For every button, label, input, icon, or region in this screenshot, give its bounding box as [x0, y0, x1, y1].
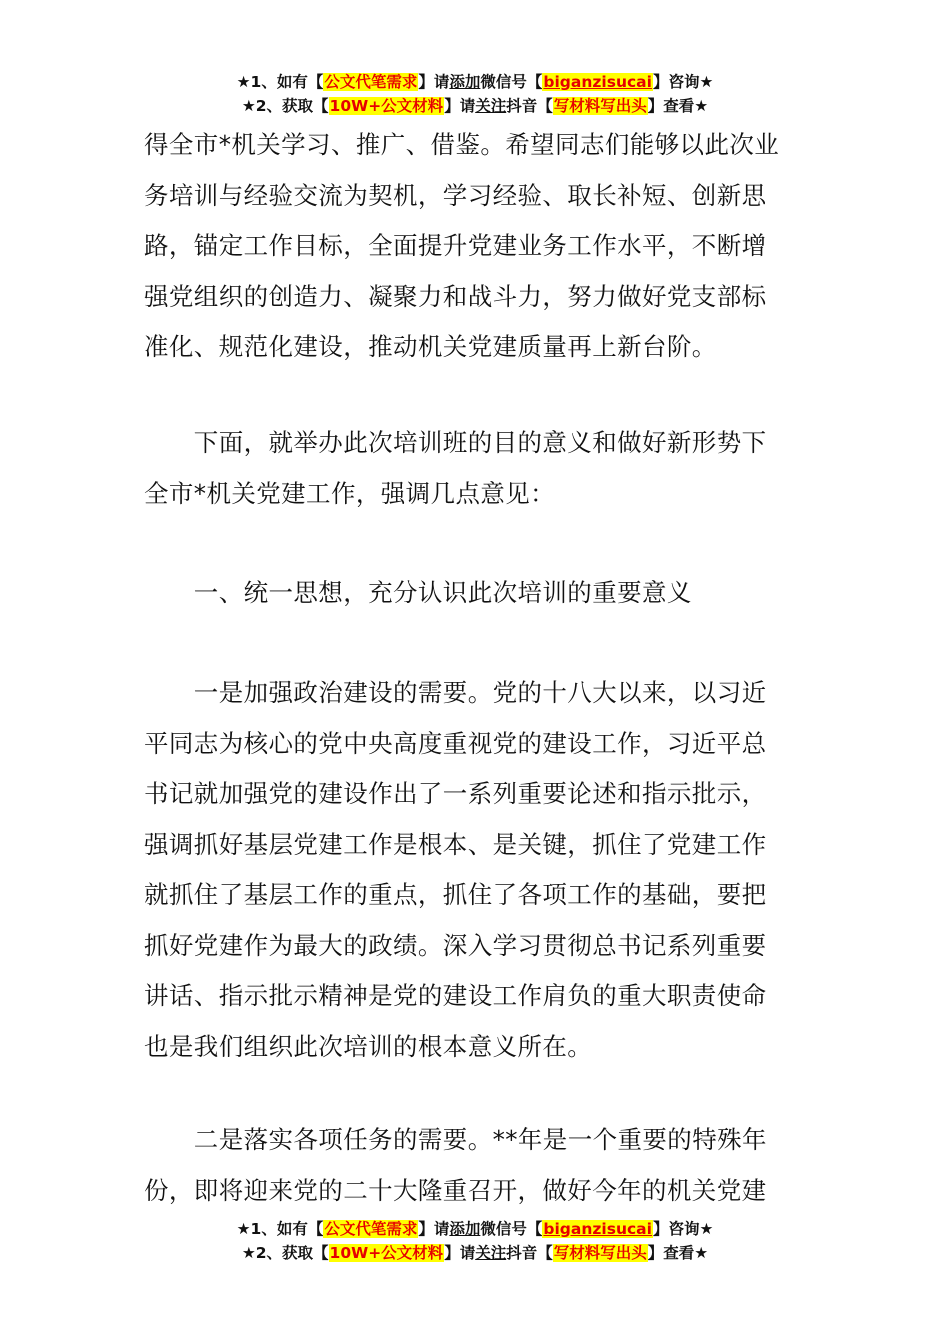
banner-line-1	[0, 1217, 950, 1241]
banner-highlight: 10W+公文材料	[329, 1244, 444, 1262]
paragraph	[144, 1115, 810, 1216]
banner-line-2	[0, 1241, 950, 1265]
banner-text: 】查看★	[647, 97, 709, 115]
banner-text: 抖音【	[506, 1244, 553, 1262]
paragraph	[144, 418, 810, 519]
banner-text: 】查看★	[647, 1244, 709, 1262]
banner-wechat-id: biganzisucai	[543, 73, 652, 91]
text-line: 就抓住了基层工作的重点，抓住了各项工作的基础，要把	[144, 880, 767, 909]
banner-text: ★1、如有【	[236, 73, 324, 91]
text-line: 下面，就举办此次培训班的目的意义和做好新形势下	[144, 428, 767, 457]
paragraph	[144, 120, 810, 373]
banner-text: 微信号【	[480, 1220, 543, 1238]
text-line: 务培训与经验交流为契机，学习经验、取长补短、创新思	[144, 180, 767, 210]
banner-text: 】咨询★	[652, 73, 714, 91]
banner-line-1	[0, 70, 950, 94]
banner-text: 】请	[418, 1220, 450, 1238]
header-banner	[0, 70, 950, 118]
text-line: 一是加强政治建设的需要。党的十八大以来，以习近	[144, 678, 767, 707]
banner-text: 】请	[418, 73, 450, 91]
banner-line-2	[0, 94, 950, 118]
banner-text: ★2、获取【	[241, 97, 329, 115]
banner-text: 微信号【	[480, 73, 543, 91]
text-line: 得全市*机关学习、推广、借鉴。希望同志们能够以此次业	[144, 130, 780, 159]
banner-underline: 关注	[475, 97, 507, 115]
paragraph	[144, 668, 810, 1072]
text-line: 抓好党建作为最大的政绩。深入学习贯彻总书记系列重要	[144, 930, 767, 960]
banner-text: 】咨询★	[652, 1220, 714, 1238]
banner-wechat-id: biganzisucai	[543, 1220, 652, 1238]
text-line: 强调抓好基层党建工作是根本、是关键，抓住了党建工作	[144, 829, 767, 859]
text-line: 平同志为核心的党中央高度重视党的建设工作，习近平总	[144, 728, 767, 758]
text-line: 也是我们组织此次培训的根本意义所在。	[144, 1031, 593, 1061]
banner-text: 】请	[444, 97, 476, 115]
text-line: 份，即将迎来党的二十大隆重召开，做好今年的机关党建	[144, 1175, 767, 1205]
text-line: 准化、规范化建设，推动机关党建质量再上新台阶。	[144, 332, 717, 361]
banner-underline: 添加	[449, 73, 481, 91]
text-line: 全市*机关党建工作，强调几点意见：	[144, 478, 556, 508]
text-line: 二是落实各项任务的需要。**年是一个重要的特殊年	[144, 1125, 767, 1154]
text-line: 讲话、指示批示精神是党的建设工作肩负的重大职责使命	[144, 981, 767, 1010]
banner-highlight: 公文代笔需求	[324, 73, 418, 91]
banner-highlight: 公文代笔需求	[324, 1220, 418, 1238]
banner-text: ★1、如有【	[236, 1220, 324, 1238]
section-heading	[144, 568, 810, 619]
banner-highlight: 10W+公文材料	[329, 97, 444, 115]
text-line: 路，锚定工作目标，全面提升党建业务工作水平，不断增	[144, 231, 767, 260]
text-line: 强党组织的创造力、凝聚力和战斗力，努力做好党支部标	[144, 281, 767, 311]
banner-underline: 关注	[475, 1244, 507, 1262]
banner-highlight: 写材料写出头	[553, 1244, 647, 1262]
banner-underline: 添加	[449, 1220, 481, 1238]
text-line: 一、统一思想，充分认识此次培训的重要意义	[144, 578, 692, 607]
banner-text: 】请	[444, 1244, 476, 1262]
banner-text: ★2、获取【	[241, 1244, 329, 1262]
banner-text: 抖音【	[506, 97, 553, 115]
banner-highlight: 写材料写出头	[553, 97, 647, 115]
footer-banner	[0, 1217, 950, 1265]
text-line: 书记就加强党的建设作出了一系列重要论述和指示批示，	[144, 779, 767, 808]
